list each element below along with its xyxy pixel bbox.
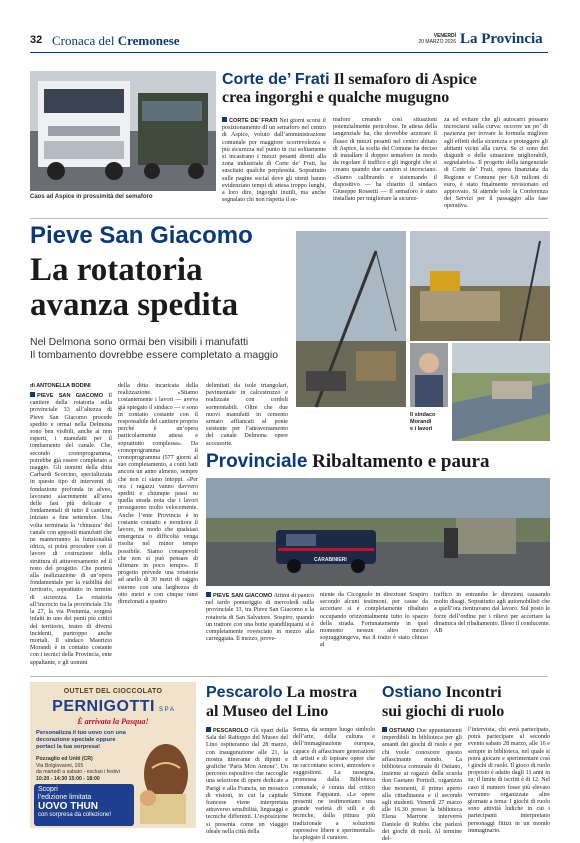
ad-brand: PERNIGOTTI S P A xyxy=(52,698,174,715)
article3-kicker: Provinciale xyxy=(206,451,308,472)
section-divider-bottom xyxy=(30,676,548,677)
article1-col3: za ed evitare che gli autocarri possano incrociarsi sulla curva: occorre un po’ di pazienza per trovare la formula migliore agli effetti della sicurezza e proteggere gli abitanti vicini alla curva. Se ci sono dei disguidi o delle situazioni migliorabili, segnalatelo». Il progetto della tangenziale di Corte de’ Frati, opera finanziata da Regione e Comune per 6,8 milioni di euro, è stato finalmente revisionato ed approvato. Si attende solo la Conferenza dei Servizi per il passaggio alla fase operativa. xyxy=(444,117,548,210)
article3-title: Ribaltamento e paura xyxy=(312,451,490,472)
page-number: 32 xyxy=(30,34,43,46)
article2-author: di ANTONELLA BODINI xyxy=(30,383,91,389)
ad-address: Pozzaglio ed Uniti (CR) Via Bolgiovanni, 165 da martedì a sabato - esclusi i festivi 10:20 - 14:30 15:00 - 18:00 xyxy=(36,756,120,782)
article5-col1: OSTIANO Due appuntamenti imperdibili in biblioteca per gli amanti dei giochi di ruolo e per chi vuole conoscere questo affascinante mondo. La biblioteca comunale di Ostiano, insieme ai ragazzi della scuola don Gaetano Portioli, organizza due momenti, il primo aperto alla cittadinanza e il secondo agli studenti. Venerdì 27 marzo alle 16.30 presso la biblioteca Elena Marrone interverrà Daniele di Rubbo che parlerà dei giochi di ruoli. Al termine del- xyxy=(382,728,462,843)
article4-kicker: Pescarolo xyxy=(206,684,283,701)
ad-egg-graphic xyxy=(134,728,194,826)
ad-easter-line: È arrivata la Pasqua! xyxy=(77,717,149,726)
article3-col1: PIEVE SAN GIACOMO Attimi di panico nel tardo pomeriggio di mercoledì sulla provinciale 33, tra Pieve San Giacomo e la rotatoria di San Salvatore. Sospiro, quando un trattore con una botte spandiliquami si è completamente rovesciato in mezzo alla carreggiata. Il mezzo, prove- xyxy=(206,593,314,643)
article1-col1: CORTE DE’ FRATI Nei giorni scorsi il posizionamento di un semaforo nel centro di Aspice, voluto dall’amministrazione comunale per maggiore scorrevolezza e più sicurezza nel punto in cui solitamente si incastrano i mezzi pesanti diretti alla zona industriale di Corte de’ Frati, ha suscitato qualche perplessità. Soprattutto sulle pagine social dove gli utenti hanno evidenziato tempi di attesa troppo lunghi, a loro dire, ingorghi inutili, ma anche segnalato chi non rispetta il se- xyxy=(222,118,326,204)
article3-col3: traffico in entrambe le direzioni causando molto disagi. Soprattutto agli automobilisti che a quell’ora rientravano dal lavoro. Sul posto le forze dell’ordine per i rilievi per accertare la dinamica del ribaltamento. Illeso il conducente. AB xyxy=(434,592,550,635)
article5-col2: l’intervista, chi avrà partecipato, potrà partecipare al secondo evento sabato 28 marzo, alle 16 e sempre in biblioteca, nel quale si potrà giocare e sperimentare così i giochi di ruolo. Il gioco di ruolo proposto è adatto dagli 11 anni in su; il limite di iscritti è di 12. Nel caso il numero fosse più elevato verranno organizzate altre giornate a tema: I giochi di ruolo sono attività ludiche in cui i partecipanti interpretano personaggi fittizi in un mondo immaginario. xyxy=(468,727,550,834)
mayor-caption: Il sindaco Morandi e i lavori xyxy=(410,412,436,432)
ad-promo: Personalizza il tuo uovo con una decorazione speciale oppure portaci la tua sorpresa! xyxy=(36,730,126,750)
article2-subtitle: Nel Delmona sono ormai ben visibili i manufatti Il tombamento dovrebbe essere completato a maggio xyxy=(30,336,279,361)
article4-col2: Senna, da sempre luogo simbolo dell’arte, della cultura e dell’immaginazione europea, capace di affascinare generazioni di artisti e di ispirare opere che ne raccontano scorci, atmosfere e suggestioni. La rassegna, promossa dalla Biblioteca comunale, è curata dal critico Simone Fappanni. «Le opere presenti ne testimoniano una grande varietà di stili e di tecniche, dalla pittura più tradizionale a soluzioni espressive libere e sperimentali» ha spiegato il curatore. xyxy=(293,727,375,842)
section-divider xyxy=(30,218,548,219)
accident-photo xyxy=(206,478,550,586)
article2-kicker: Pieve San Giacomo xyxy=(30,222,253,249)
site-illustration xyxy=(410,231,550,341)
article4-title-line2: al Museo del Lino xyxy=(206,703,329,720)
article1-col2: maforo creando così situazioni potenzialmente pericolose. In attesa della tangenziale ha, che dovrebbe azzerare il flusso di mezzi pesanti nel centro abitato di Aspice, la scelta del Comune ha deciso di installare il doppio semaforo in modo da regolare il traffico e gli ingorghi che si creano quando due camion si incrociano. «Siamo calibrando e sistemando il dispositivo — ha chiarito il sindaco Giuseppe Rossetti — Il semaforo è stato installato per migliorare la sicurez- xyxy=(333,117,437,203)
article2-title-line2: avanza spedita xyxy=(30,287,239,323)
mayor-portrait xyxy=(410,343,448,407)
crane-illustration xyxy=(296,231,406,407)
article5-title-line2: sui giochi di ruolo xyxy=(382,703,505,720)
section-title: Cronaca del Cremonese xyxy=(52,33,180,48)
traffic-photo xyxy=(30,71,216,191)
article5-kicker: Ostiano xyxy=(382,684,442,701)
truck-illustration xyxy=(30,71,216,191)
channel-illustration xyxy=(452,343,550,441)
pernigotti-advertisement xyxy=(30,682,196,828)
photo-caption: Caos ad Aspice in prossimità del semaforo xyxy=(30,194,153,200)
article2-col3: delimitati da isole triangolari, pavimentate in calcestruzzo e realizzate con cordoli sormontabili. Oltre che due nuovi manufatti in cemento armato affiancati al ponte esistente per l’attraversamento del canale Delmona opere accessorie. xyxy=(206,383,288,447)
bullet-square-icon xyxy=(382,727,387,732)
article3-col2: niente da Cicognolo in direzione Sospiro secondo alcuni testimoni, per cause da accertare si è completamente ribaltato occupando orizzontalmente tutto lo spazio della strada. Fortunatamente in quel momento nessun altro mezzo sopraggiungeva, ma il tratto è stato chiuso al xyxy=(320,592,428,649)
page-header xyxy=(30,32,548,50)
construction-photo-site xyxy=(410,231,550,341)
article1-kicker: Corte de’ Frati xyxy=(222,71,330,88)
bullet-square-icon xyxy=(206,727,211,732)
article1-title-line2: crea ingorghi e qualche mugugno xyxy=(222,89,450,106)
article5-title-line1: Incontri xyxy=(445,684,502,701)
article4-title-line1: La mostra xyxy=(286,684,358,701)
article1-title-line1: Il semaforo di Aspice xyxy=(333,71,477,88)
article4-headline xyxy=(206,683,357,721)
bullet-square-icon xyxy=(222,117,227,122)
article1-headline xyxy=(222,71,552,107)
article2-col1: PIEVE SAN GIACOMO Il cantiere della rotatoria sulla provinciale 33 all’altezza di Pieve San Giacomo procede spedito e ormai nella Delmona sono ben visibili, anche ai non esperti, i manufatti per il tombamento del canale. Che, secondo cronoprogramma, potrebbe già essere completato a maggio. Gli uomini della ditta Carbardi Scorcino, specializzata in questo tipo di interventi di fondazione profonda in alveo, lavorano alacremente all’area delle fasi più delicate e fondamentali di tutto il cantiere, iniziato a fine settembre. Una volta terminata la ‘chiusura’ del canale con appositi manufatti che ne manterranno la funzionalità idrica, si potrà procedere con il lavoro di costruzione della struttura di attraversamento ed il resto del progetto. Che porterà alla realizzazione di un’opera fondamentale per la viabilità del territorio, soprattutto in termini di sicurezza. La rotatoria all’incrocio tra la provinciale 33e la 27, la via Postumia, sorgerà infatti in uno dei punti più critici del territorio, teatro di diversi incidenti, purtroppo anche mortali. Il sindaco Maurizio Morandi è in contatto costante con i tecnici della Provincia, ente appaltante, e gli uomini xyxy=(30,393,112,666)
article4-col1: PESCAROLO Gli spazi della Sala del Rattoppo del Museo del Lino ospiteranno dal 28 marzo, con inaugurazione alle 21, la mostra itinerante di dipinti e grafiche ‘Paris Mon Amour’. Un percorso espositivo che raccoglie una selezione di opere dedicate a Parigi e alla Francia, un mosaico di visioni, in cui la capitale francese viene interpretata attraverso sensibilità, linguaggi e tecniche differenti. L’esposizione si presenta come un viaggio ideale nella città della xyxy=(206,728,288,835)
mayor-photo xyxy=(410,343,448,407)
article5-headline xyxy=(382,683,504,721)
issue-date: VENERDÌ 20 MARZO 2026 xyxy=(418,33,456,45)
article2-col2: della ditta incaricata della realizzazione. «Stiamo costantemente i lavori — aveva già spiegato il sindaco — e sono in contatto costante con il responsabile del cantiere proprio perché è un’opera particolarmente attesa e soprattutto complessa». Da cronoprogramma il cronoprogramma (577 giorni al suo completamento, a conti fatti ancora un anno almeno, sempre che non ci siano intoppi. «Per ora i ragazzi vanno davvero spediti e chiunque passi su quella strada nota che i lavori proseguono molto velocemente. Anche l’ente Provincia è in costante contatto e monitora il lavoro, in modo che qualsiasi emergenza o difficoltà venga risolta nel minor tempo possibile. Siamo consapevoli che non si può pensare di ultimare in poco tempo». Il progetto prevede una rotatoria ad anello di 30 metri di raggio esterno con una larghezza di otto metri e con cinque rami direzionati a quattro xyxy=(118,383,198,606)
ad-thun-panel: Scopri l’edizione limitata UOVO THUN con sorpresa da collezione! xyxy=(34,784,134,826)
construction-photo-channel xyxy=(452,343,550,441)
bullet-square-icon xyxy=(30,392,35,397)
construction-photo-crane xyxy=(296,231,406,407)
accident-illustration xyxy=(206,478,550,586)
article2-title-line1: La rotatoria xyxy=(30,252,203,288)
bullet-square-icon xyxy=(206,592,211,597)
article3-headline xyxy=(206,451,489,473)
header-rule xyxy=(30,52,548,53)
carabinieri-lettering: CARABINIERI xyxy=(314,557,347,563)
ad-outlet-line: OUTLET DEL CIOCCOLATO xyxy=(63,688,163,695)
chocolate-egg-icon xyxy=(134,728,194,826)
masthead-logo: La Provincia xyxy=(460,31,543,47)
